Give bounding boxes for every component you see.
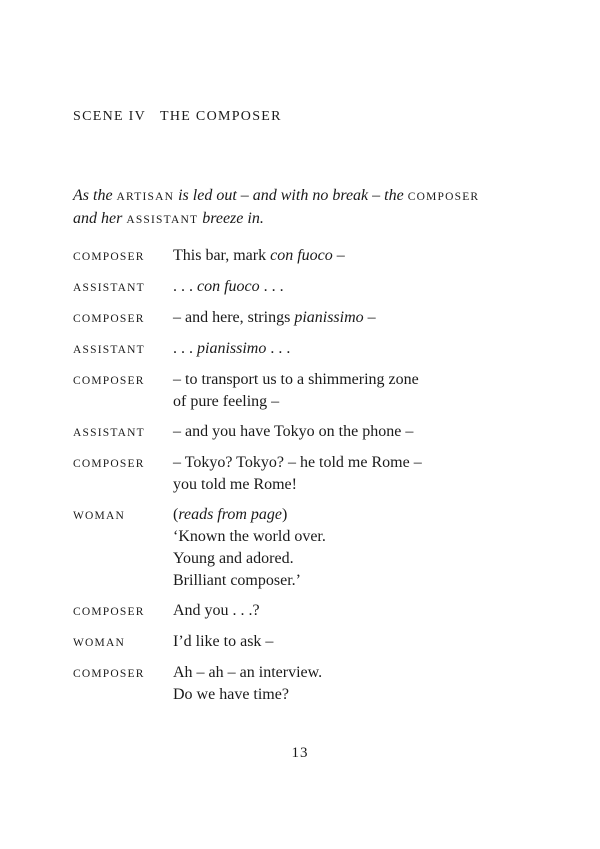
speech-text: –	[332, 247, 345, 264]
dialogue-entry	[73, 452, 533, 496]
speaker-name: COMPOSER	[73, 668, 145, 680]
stage-direction-line	[73, 208, 543, 231]
speaker-name: COMPOSER	[73, 458, 145, 470]
speech-line: – to transport us to a shimmering zone	[173, 371, 419, 388]
speech-line	[173, 276, 284, 298]
speech-line	[173, 307, 376, 329]
speech-line: Ah – ah – an interview.	[173, 664, 323, 681]
scene-number: SCENE IV	[73, 109, 147, 124]
speech-text: . . .	[266, 340, 291, 357]
speaker-name: WOMAN	[73, 637, 125, 649]
paren-close: )	[282, 506, 288, 523]
stage-text: breeze in.	[198, 210, 264, 227]
dialogue-entry	[73, 338, 533, 361]
speech-line: And you . . .?	[173, 602, 260, 619]
speech-italic: con fuoco	[270, 247, 333, 264]
character-name: ASSISTANT	[126, 214, 199, 226]
speaker-name: COMPOSER	[73, 313, 145, 325]
speech	[173, 631, 273, 654]
speech-line: ‘Known the world over.	[173, 528, 326, 545]
speech	[173, 504, 326, 592]
dialogue-entry	[73, 369, 533, 413]
speech-line	[173, 338, 290, 360]
speech-italic: con fuoco	[197, 278, 260, 295]
speech	[173, 662, 322, 706]
speech-line: – Tokyo? Tokyo? – he told me Rome –	[173, 454, 422, 471]
dialogue-entry	[73, 631, 533, 654]
dialogue-entry	[73, 600, 533, 623]
speech-text: –	[363, 309, 376, 326]
dialogue-entry	[73, 504, 533, 592]
speech	[173, 452, 422, 496]
page-number: 13	[291, 745, 309, 761]
speech-text: – and here, strings	[173, 309, 295, 326]
speech	[173, 421, 413, 444]
speaker-name: COMPOSER	[73, 375, 145, 387]
speech-text: . . .	[173, 340, 197, 357]
speaker-name: ASSISTANT	[73, 344, 145, 356]
stage-direction	[73, 185, 543, 231]
stage-direction-line	[73, 185, 543, 208]
speaker-name: COMPOSER	[73, 251, 145, 263]
speech-line	[173, 245, 345, 267]
dialogue-entry	[73, 421, 533, 444]
speech-line: Brilliant composer.’	[173, 572, 301, 589]
speech	[173, 600, 260, 623]
speech	[173, 369, 419, 413]
speech-line: Do we have time?	[173, 686, 289, 703]
dialogue-entry	[73, 245, 533, 268]
scene-heading	[73, 108, 282, 126]
stage-text: As the	[73, 187, 117, 204]
speech-italic: reads from page	[178, 506, 283, 523]
speech	[173, 276, 284, 299]
dialogue-entry	[73, 307, 533, 330]
speech-text: . . .	[259, 278, 284, 295]
dialogue-entry	[73, 276, 533, 299]
speech-text: . . .	[173, 278, 197, 295]
paren-open: (	[173, 506, 179, 523]
speech	[173, 307, 376, 330]
speech-line: of pure feeling –	[173, 393, 280, 410]
character-name: COMPOSER	[407, 191, 480, 203]
scene-title: THE COMPOSER	[160, 109, 282, 124]
speaker-name: COMPOSER	[73, 606, 145, 618]
speech-italic: pianissimo	[294, 309, 364, 326]
speech-line: you told me Rome!	[173, 476, 297, 493]
stage-text: and her	[73, 210, 127, 227]
speech-line: I’d like to ask –	[173, 633, 274, 650]
stage-direction-inline	[173, 504, 326, 526]
speaker-name: ASSISTANT	[73, 427, 145, 439]
dialogue-entry	[73, 662, 533, 706]
speech-line: Young and adored.	[173, 550, 294, 567]
speech	[173, 338, 290, 361]
speaker-name: ASSISTANT	[73, 282, 145, 294]
character-name: ARTISAN	[116, 191, 175, 203]
speech	[173, 245, 345, 268]
dialogue	[73, 245, 533, 714]
speaker-name: WOMAN	[73, 510, 125, 522]
speech-italic: pianissimo	[197, 340, 267, 357]
speech-line: – and you have Tokyo on the phone –	[173, 423, 414, 440]
speech-text: This bar, mark	[173, 247, 271, 264]
stage-text: is led out – and with no break – the	[174, 187, 408, 204]
